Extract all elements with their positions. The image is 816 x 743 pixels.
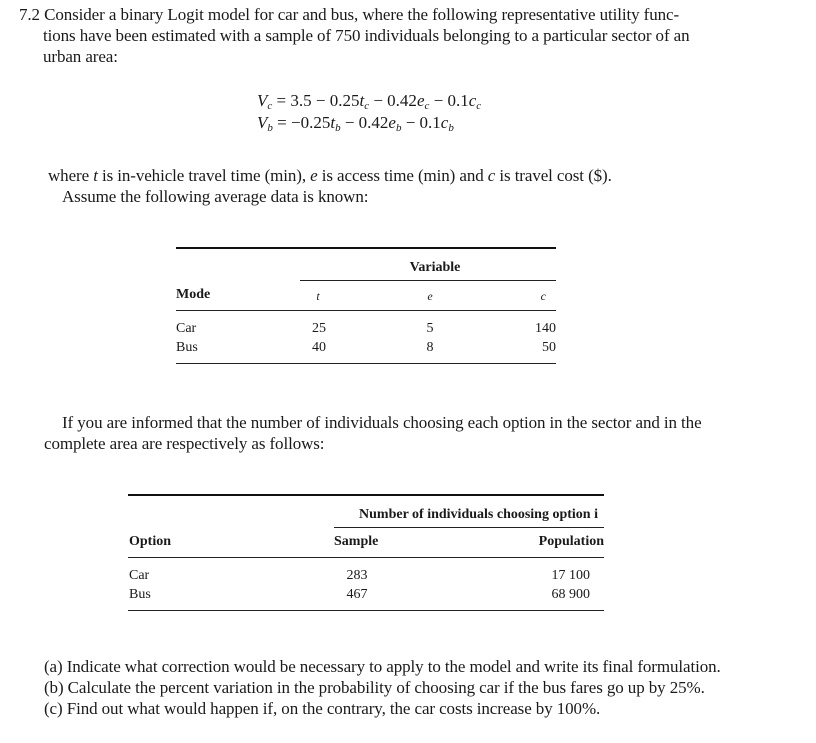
questions-list xyxy=(44,656,721,719)
table2-row-bus-option: Bus xyxy=(129,587,151,602)
table2-top-rule xyxy=(128,494,604,496)
table2-col-population: Population xyxy=(538,534,604,549)
intro-line-1-text: Consider a binary Logit model for car and bus, where the following representative utility func- xyxy=(44,5,679,24)
eq-car-e: e xyxy=(416,91,425,110)
table2-row-car-sample: 283 xyxy=(346,568,368,583)
table1-col-e: e xyxy=(427,289,433,303)
table2-col-sample: Sample xyxy=(334,534,379,549)
def-c-desc: is travel cost ($). xyxy=(495,166,612,185)
problem-number: 7.2 xyxy=(19,5,40,24)
def-c: c xyxy=(487,166,496,185)
table1-top-rule xyxy=(176,247,556,249)
table1-col-mode: Mode xyxy=(176,287,211,302)
problem-intro-line-1 xyxy=(19,4,809,25)
eq-bus-t: t xyxy=(330,113,336,132)
table1-group-header: Variable xyxy=(409,260,461,275)
def-e-desc: is access time (min) and xyxy=(317,166,488,185)
table1-row-car-e: 5 xyxy=(426,321,434,336)
eq-bus-c-sub: b xyxy=(448,122,454,134)
problem-intro xyxy=(19,4,809,67)
eq-bus-e-sub: b xyxy=(395,122,402,134)
eq-bus-lhs-var: V xyxy=(257,113,268,132)
def-where: where xyxy=(48,166,94,185)
table1-row-car-t: 25 xyxy=(312,321,326,336)
table2-row-bus-sample: 467 xyxy=(346,587,368,602)
table2-row-car-population: 17 100 xyxy=(551,568,590,583)
eq-car-rhs-2: − 0.42 xyxy=(369,91,417,110)
table2-row-bus-population: 68 900 xyxy=(551,587,590,602)
middle-line-2: complete area are respectively as follows: xyxy=(44,434,325,453)
problem-intro-line-3: urban area: xyxy=(43,47,118,66)
table2-group-rule xyxy=(334,527,604,528)
question-b: (b) Calculate the percent variation in the probability of choosing car if the bus fares go up by 25%. xyxy=(44,678,705,697)
eq-car-lhs-var: V xyxy=(257,91,268,110)
eq-car-lhs-sub: c xyxy=(267,100,273,112)
table1-row-bus-c: 50 xyxy=(542,340,556,355)
eq-bus-rhs-2: − 0.42 xyxy=(340,113,389,132)
table2-group-header: Number of individuals choosing option i xyxy=(359,507,598,522)
eq-bus-e: e xyxy=(388,113,396,132)
table1-row-car-c: 140 xyxy=(535,321,556,336)
eq-car-rhs-3: − 0.1 xyxy=(429,91,469,110)
middle-paragraph xyxy=(44,412,702,454)
table1-row-car-mode: Car xyxy=(176,321,197,336)
eq-car-t-sub: c xyxy=(364,100,370,112)
question-c: (c) Find out what would happen if, on the contrary, the car costs increase by 100%. xyxy=(44,699,601,718)
table2-row-car-option: Car xyxy=(129,568,150,583)
table2-header-rule xyxy=(128,557,604,558)
eq-bus-rhs-3: − 0.1 xyxy=(401,113,441,132)
eq-bus-rhs-1: = −0.25 xyxy=(272,113,331,132)
middle-line-1: If you are informed that the number of individuals choosing each option in the sector and in the xyxy=(62,413,702,432)
eq-car-t: t xyxy=(359,91,365,110)
table1-group-rule xyxy=(300,280,556,281)
table1-bottom-rule xyxy=(176,363,556,364)
table1-col-t: t xyxy=(316,289,320,303)
table2-col-option: Option xyxy=(129,534,172,549)
eq-car-e-sub: c xyxy=(424,100,430,112)
problem-intro-line-2: tions have been estimated with a sample of 750 individuals belonging to a particular sector of an xyxy=(43,26,690,45)
eq-bus-t-sub: b xyxy=(335,122,341,134)
eq-bus-c: c xyxy=(440,113,449,132)
eq-car-rhs-1: = 3.5 − 0.25 xyxy=(272,91,360,110)
eq-car-c-sub: c xyxy=(476,100,482,112)
assume-text: Assume the following average data is known: xyxy=(62,187,369,206)
table1-col-c: c xyxy=(540,289,546,303)
def-e: e xyxy=(310,166,318,185)
question-a: (a) Indicate what correction would be necessary to apply to the model and write its final formulation. xyxy=(44,657,721,676)
def-t: t xyxy=(93,166,98,185)
table1-row-bus-mode: Bus xyxy=(176,340,198,355)
eq-bus-lhs-sub: b xyxy=(267,122,273,134)
equation-bus-utility xyxy=(257,113,454,138)
table1-row-bus-e: 8 xyxy=(426,340,434,355)
eq-car-c: c xyxy=(468,91,477,110)
table2-bottom-rule xyxy=(128,610,604,611)
table1-row-bus-t: 40 xyxy=(312,340,326,355)
table1-header-rule xyxy=(176,310,556,311)
def-t-desc: is in-vehicle travel time (min), xyxy=(97,166,311,185)
variable-definitions xyxy=(48,165,612,186)
